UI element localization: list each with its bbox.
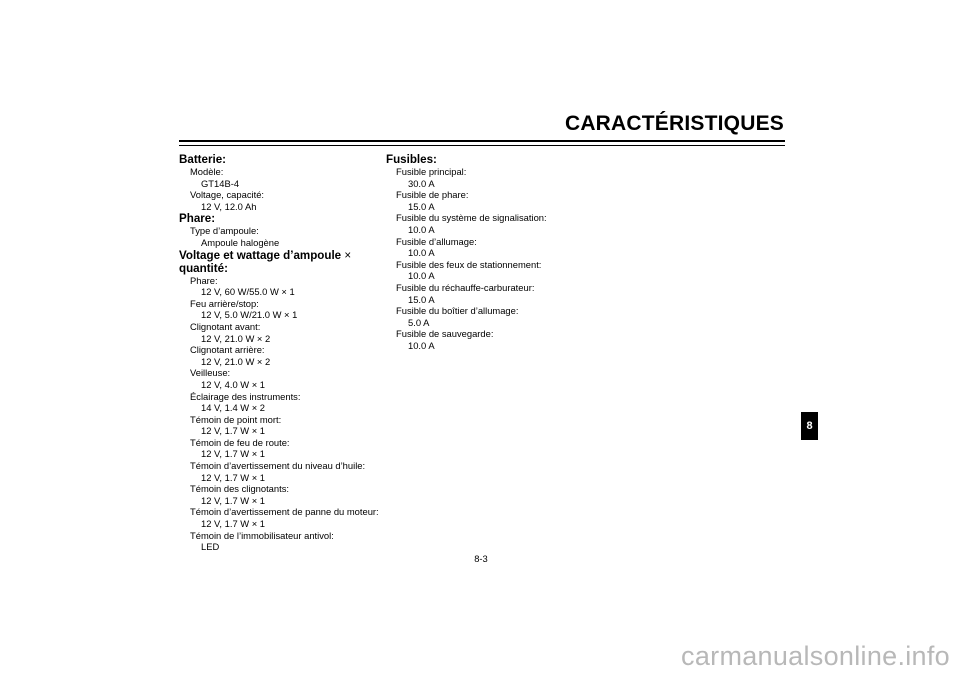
spec-label: Clignotant arrière:: [190, 344, 265, 356]
spec-value: 12 V, 1.7 W × 1: [201, 518, 266, 530]
fuses-section: [386, 153, 596, 352]
spec-value: 12 V, 21.0 W × 2: [201, 332, 271, 344]
fuses-spec-list: [386, 166, 596, 352]
bulbs-spec-list: [179, 275, 384, 553]
spec-label: Témoin de point mort:: [190, 413, 282, 425]
spec-label: Fusible de phare:: [396, 189, 469, 201]
spec-label: Fusible de sauvegarde:: [396, 328, 494, 340]
battery-section: [179, 153, 384, 212]
spec-label: Fusible principal:: [396, 166, 467, 177]
spec-label: Témoin des clignotants:: [190, 483, 290, 495]
bulbs-title-part2: quantité:: [179, 261, 228, 275]
fuses-section-title: Fusibles:: [386, 153, 437, 166]
battery-section-title: Batterie:: [179, 153, 227, 166]
bulbs-title-part1: Voltage et wattage d’ampoule: [179, 248, 345, 262]
spec-value: 12 V, 5.0 W/21.0 W × 1: [201, 309, 298, 321]
spec-value: 12 V, 1.7 W × 1: [201, 448, 266, 460]
left-column: [179, 150, 384, 553]
spec-label: Veilleuse:: [190, 367, 231, 379]
spec-value: 10.0 A: [408, 223, 435, 235]
spec-value: 12 V, 4.0 W × 1: [201, 378, 266, 390]
spec-value: Ampoule halogène: [201, 236, 280, 248]
spec-value: 5.0 A: [408, 316, 430, 328]
title-rule-thick: [179, 140, 785, 142]
spec-value: 12 V, 12.0 Ah: [201, 200, 257, 212]
spec-label: Fusible d’allumage:: [396, 235, 477, 247]
bulbs-section: [179, 249, 384, 553]
spec-label: Fusible des feux de stationnement:: [396, 258, 542, 270]
page-title: CARACTÉRISTIQUES: [564, 112, 784, 135]
spec-value: GT14B-4: [201, 177, 240, 189]
spec-value: 10.0 A: [408, 339, 435, 351]
spec-value: 10.0 A: [408, 270, 435, 282]
spec-value: LED: [201, 541, 220, 553]
spec-label: Témoin d’avertissement de panne du moteur:: [190, 506, 379, 518]
spec-label: Clignotant avant:: [190, 320, 261, 332]
title-rule-thin: [179, 145, 785, 146]
spec-value: 14 V, 1.4 W × 2: [201, 402, 266, 414]
watermark: carmanualsonline.info: [681, 641, 950, 671]
spec-label: Témoin de feu de route:: [190, 436, 290, 448]
spec-value: 12 V, 60 W/55.0 W × 1: [201, 286, 295, 298]
battery-spec-list: [179, 166, 384, 212]
spec-value: 12 V, 21.0 W × 2: [201, 355, 271, 367]
page-number: 8-3: [474, 553, 488, 564]
spec-label: Témoin de l’immobilisateur antivol:: [190, 529, 334, 541]
spec-label: Témoin d’avertissement du niveau d’huile:: [190, 460, 366, 472]
spec-label: Modèle:: [190, 166, 224, 177]
headlight-spec-list: [179, 225, 384, 248]
spec-value: 12 V, 1.7 W × 1: [201, 471, 266, 483]
spec-label: Type d’ampoule:: [190, 225, 259, 237]
spec-value: 12 V, 1.7 W × 1: [201, 425, 266, 437]
spec-label: Fusible du système de signalisation:: [396, 212, 547, 224]
spec-label: Voltage, capacité:: [190, 189, 265, 201]
spec-label: Phare:: [190, 274, 218, 286]
headlight-section-title: Phare:: [179, 212, 216, 226]
spec-label: Feu arrière/stop:: [190, 297, 259, 309]
spec-value: 15.0 A: [408, 293, 435, 305]
spec-label: Fusible du boîtier d’allumage:: [396, 305, 519, 317]
spec-label: Fusible du réchauffe-carburateur:: [396, 281, 535, 293]
bulbs-section-title: [179, 249, 384, 275]
spec-label: Éclairage des instruments:: [190, 390, 301, 402]
headlight-section: [179, 212, 384, 248]
spec-value: 30.0 A: [408, 177, 435, 189]
spec-value: 12 V, 1.7 W × 1: [201, 494, 266, 506]
spec-value: 15.0 A: [408, 200, 435, 212]
right-column: [386, 150, 596, 352]
chapter-tab[interactable]: 8: [801, 412, 818, 440]
multiply-sign: ×: [344, 248, 352, 262]
spec-value: 10.0 A: [408, 247, 435, 259]
